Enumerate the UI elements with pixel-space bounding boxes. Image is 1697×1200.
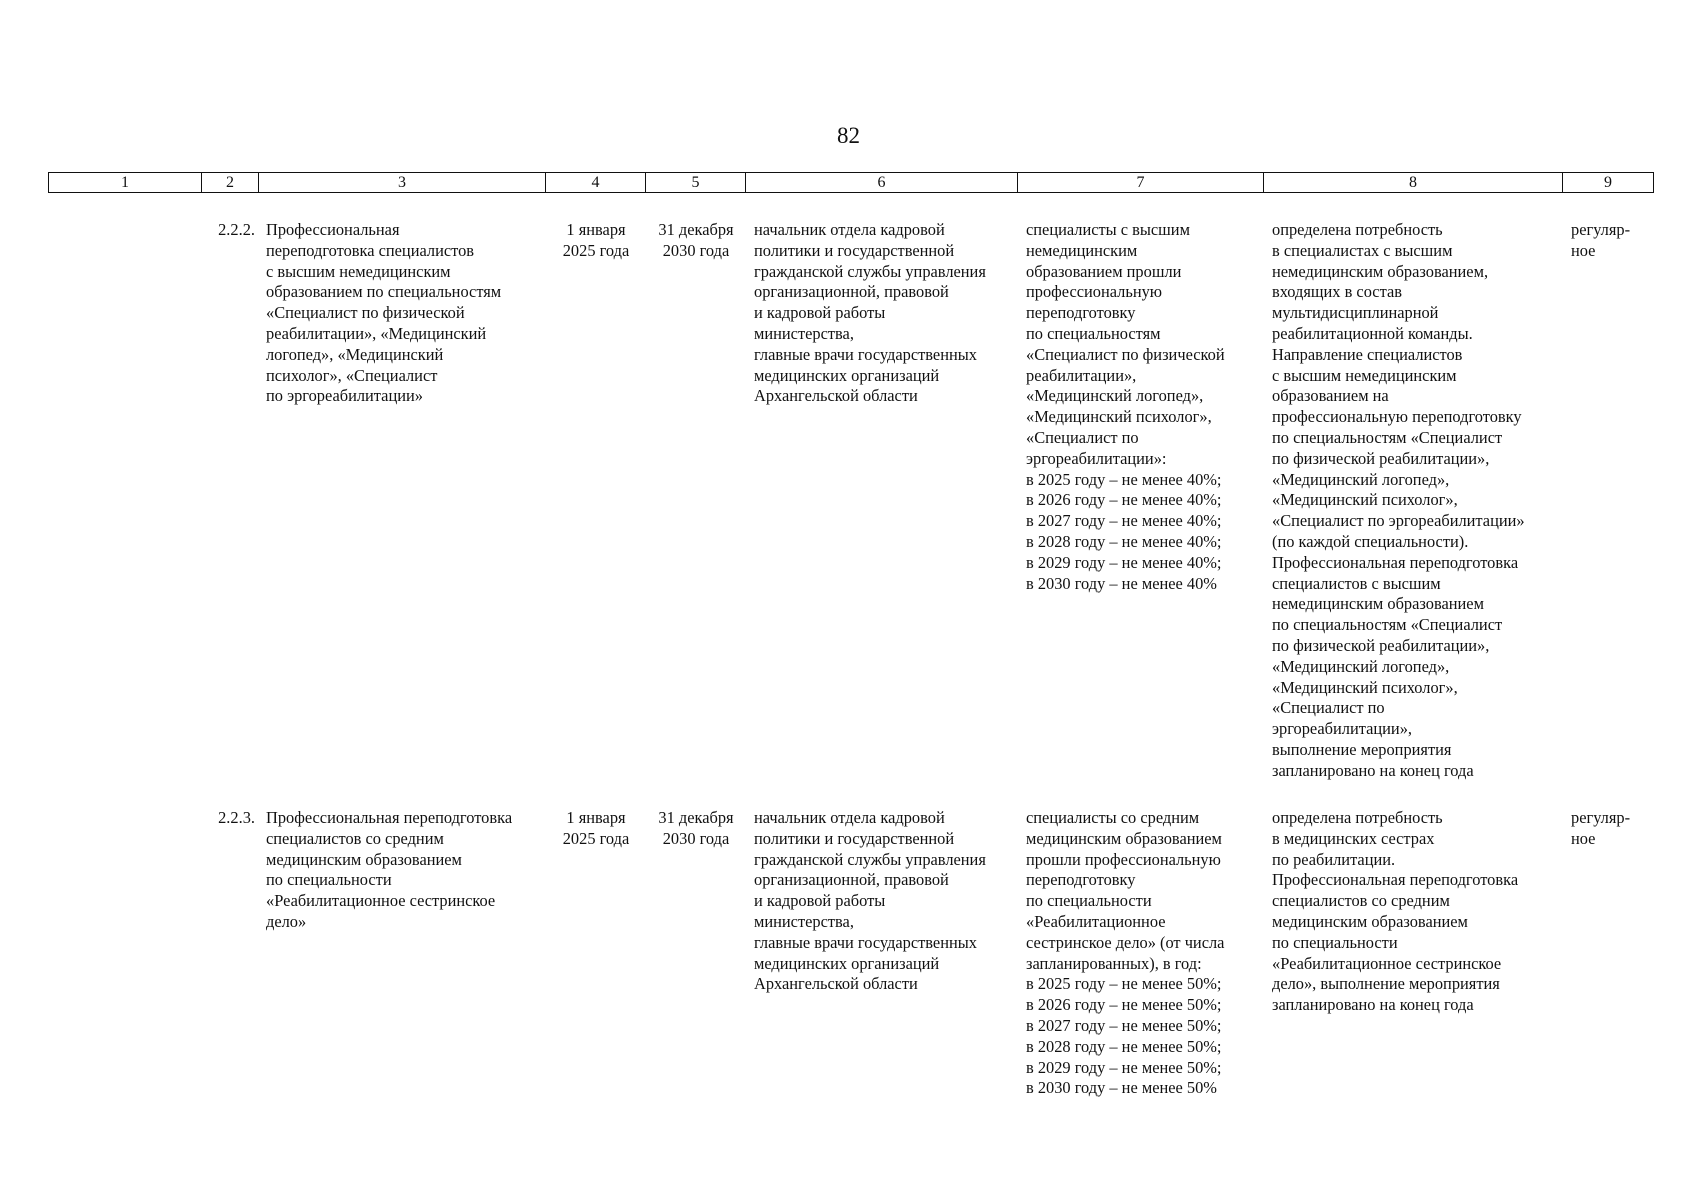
column-header-6: 6	[746, 173, 1018, 193]
header-row	[49, 173, 1654, 193]
start-date: 1 января 2025 года	[562, 808, 630, 848]
column-header-9: 9	[1563, 173, 1654, 193]
activity-description: определена потребность в медицинских сестрах по реабилитации. Профессиональная переподготовка специалистов со средним медицинским образованием по специальности «Реабилитационное сестринское дело», выполнение мероприятия запланировано на конец года	[1272, 808, 1519, 1015]
expected-result: специалисты со средним медицинским образованием прошли профессиональную переподготовку по специальности «Реабилитационное сестринское дело» (от числа запланированных), в год: в 2025 году – не менее 50%; в 2026 году – не менее 50%; в 2027 году – не менее 50%; в 2028 году – не менее 50%; в 2029 году – не менее 50%; в 2030 году – не менее 50%	[1026, 808, 1225, 1098]
column-header-2: 2	[202, 173, 259, 193]
activity-type: регуляр- ное	[1571, 808, 1631, 848]
row-number: 2.2.2.	[218, 220, 255, 239]
column-header-3: 3	[259, 173, 546, 193]
activity-name: Профессиональная переподготовка специалистов с высшим немедицинским образованием по специальностям «Специалист по физической реабилитации», «Медицинский логопед», «Медицинский психолог», «Специалист по эргореабилитации»	[266, 220, 502, 406]
column-number-header	[48, 172, 1654, 193]
page-number: 82	[837, 123, 860, 148]
end-date: 31 декабря 2030 года	[658, 808, 734, 848]
column-header-4: 4	[546, 173, 646, 193]
responsible-person: начальник отдела кадровой политики и государственной гражданской службы управления организационной, правовой и кадровой работы министерства, главные врачи государственных медицинских организаций Архангельской области	[754, 808, 986, 994]
activity-type: регуляр- ное	[1571, 220, 1631, 260]
column-header-1: 1	[49, 173, 202, 193]
end-date: 31 декабря 2030 года	[658, 220, 734, 260]
start-date: 1 января 2025 года	[562, 220, 630, 260]
activity-description: определена потребность в специалистах с высшим немедицинским образованием, входящих в состав мультидисциплинарной реабилитационной команды. Направление специалистов с высшим немедицинским образованием на профессиональную переподготовку по специальностям «Специалист по физической реабилитации», «Медицинский логопед», «Медицинский психолог», «Специалист по эргореабилитации» (по каждой специальности). Профессиональная переподготовка специалистов с высшим немедицинским образованием по специальностям «Специалист по физической реабилитации», «Медицинский логопед», «Медицинский психолог», «Специалист по эргореабилитации», выполнение мероприятия запланировано на конец года	[1272, 220, 1525, 780]
activity-name: Профессиональная переподготовка специалистов со средним медицинским образованием по специальности «Реабилитационное сестринское дело»	[266, 808, 513, 931]
row-number: 2.2.3.	[218, 808, 255, 827]
expected-result: специалисты с высшим немедицинским образованием прошли профессиональную переподготовку по специальностям «Специалист по физической реабилитации», «Медицинский логопед», «Медицинский психолог», «Специалист по эргореабилитации»: в 2025 году – не менее 40%; в 2026 году – не менее 40%; в 2027 году – не менее 40%; в 2028 году – не менее 40%; в 2029 году – не менее 40%; в 2030 году – не менее 40%	[1026, 220, 1225, 593]
responsible-person: начальник отдела кадровой политики и государственной гражданской службы управления организационной, правовой и кадровой работы министерства, главные врачи государственных медицинских организаций Архангельской области	[754, 220, 986, 406]
column-header-7: 7	[1018, 173, 1264, 193]
column-header-8: 8	[1264, 173, 1563, 193]
column-header-5: 5	[646, 173, 746, 193]
